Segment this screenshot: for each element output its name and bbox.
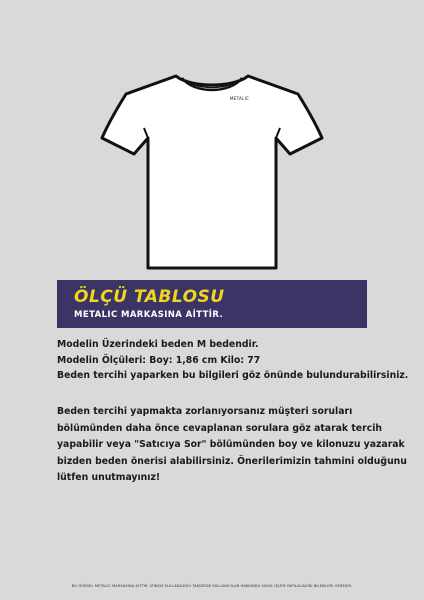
chest-brand-label: METALIC — [230, 96, 250, 101]
advice-line: Beden tercihi yapmakta zorlanıyorsanız müşteri soruları — [57, 406, 353, 417]
banner-subtitle: METALIC MARKASINA AİTTİR. — [74, 310, 224, 320]
size-advice — [57, 404, 407, 487]
tshirt-illustration — [100, 68, 324, 274]
advice-line: yapabilir veya "Satıcıya Sor" bölümünden boy ve kilonuzu yazarak — [57, 439, 405, 450]
banner-title: ÖLÇÜ TABLOSU — [74, 287, 225, 307]
advice-line: bizden beden önerisi alabilirsiniz. Önerilerimizin tahmini olduğunu — [57, 455, 407, 467]
advice-line: bölümünden daha önce cevaplanan sorulara göz atarak tercih — [57, 422, 383, 434]
info-line: Modelin Üzerindeki beden M bedendir. — [57, 339, 259, 350]
copyright-footer: BU GÖRSEL METALIC MARKASINA AİTTİR. İZİNSİZ KULLANILDIĞI TAKDİRDE KULLANICILAR HAKKINDA YASAL İŞLEM YAPILACAĞINI BİLMELERİ GEREKİR. — [71, 584, 353, 588]
info-line: Beden tercihi yaparken bu bilgileri göz önünde bulundurabilirsiniz. — [57, 370, 409, 381]
advice-line: lütfen unutmayınız! — [57, 472, 161, 483]
info-line: Modelin Ölçüleri: Boy: 1,86 cm Kilo: 77 — [57, 354, 261, 366]
tshirt-icon — [100, 68, 324, 274]
size-chart-banner — [57, 280, 367, 328]
model-info — [57, 337, 409, 384]
